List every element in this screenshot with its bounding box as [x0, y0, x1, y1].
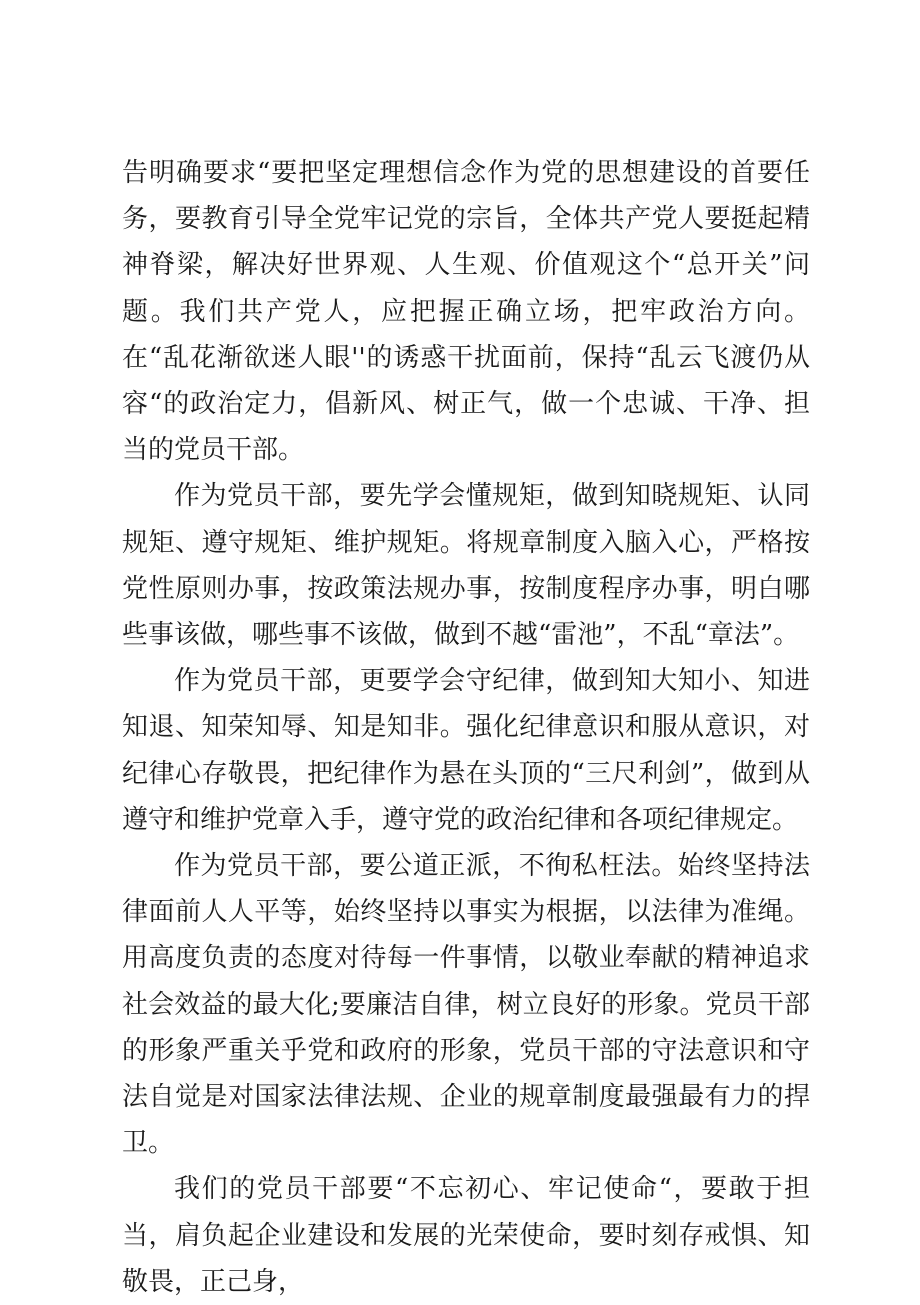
paragraph-2: 作为党员干部，要先学会懂规矩，做到知晓规矩、认同规矩、遵守规矩、维护规矩。将规章制度入脑入心，严格按党性原则办事，按政策法规办事，按制度程序办事，明白哪些事该做，哪些事不该做，做到不越“雷池”，不乱“章法”。 — [122, 481, 810, 651]
paragraph-4: 作为党员干部，要公道正派，不徇私枉法。始终坚持法律面前人人平等，始终坚持以事实为根据，以法律为准绳。用高度负责的态度对待每一件事情，以敬业奉献的精神追求社会效益的最大化;要廉洁自律，树立良好的形象。党员干部的形象严重关乎党和政府的形象，党员干部的守法意识和守法自觉是对国家法律法规、企业的规章制度最强最有力的捍卫。 — [122, 851, 810, 1159]
document-body — [122, 150, 810, 1305]
paragraph-5: 我们的党员干部要“不忘初心、牢记使命“，要敢于担当，肩负起企业建设和发展的光荣使命，要时刻存戒惧、知敬畏，正己身， — [122, 1174, 810, 1297]
paragraph-1: 告明确要求“要把坚定理想信念作为党的思想建设的首要任务，要教育引导全党牢记党的宗旨，全体共产党人要挺起精神脊梁，解决好世界观、人生观、价值观这个“总开关”问题。我们共产党人，应把握正确立场，把牢政治方向。在“乱花渐欲迷人眼''的诱惑干扰面前，保持“乱云飞渡仍从容“的政治定力，倡新风、树正气，做一个忠诚、干净、担当的党员干部。 — [122, 158, 810, 466]
paragraph-3: 作为党员干部，更要学会守纪律，做到知大知小、知进知退、知荣知辱、知是知非。强化纪律意识和服从意识，对纪律心存敬畏，把纪律作为悬在头顶的“三尺利剑”，做到从遵守和维护党章入手，遵守党的政治纪律和各项纪律规定。 — [122, 666, 810, 835]
